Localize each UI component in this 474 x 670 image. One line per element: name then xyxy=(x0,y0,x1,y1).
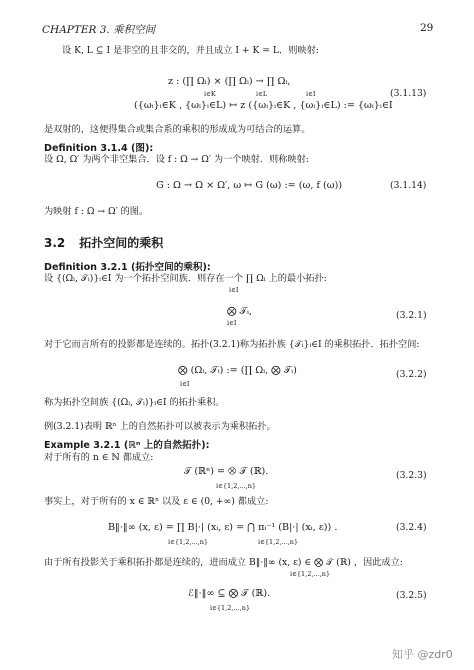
equation-number: (3.2.5) xyxy=(396,590,427,601)
paragraph-line: 对于它而言所有的投影都是连续的。拓扑(3.2.1)称为拓扑族 {𝒯ᵢ}ᵢ∈I 的乘积拓扑．拓扑空间: xyxy=(44,339,420,350)
equation-number: (3.2.2) xyxy=(396,369,427,380)
equation-3-1-13b: ({ωᵢ}ᵢ∈K , {ωᵢ}ᵢ∈L) ↦ z ({ωᵢ}ᵢ∈K , {ωᵢ}ᵢ∈L) := {ωᵢ}ᵢ∈I xyxy=(134,100,393,111)
paragraph-line: 由于所有投影关于乘积拓扑都是连续的，进而成立 B‖·‖∞ (x, ε) ∈ ⨂ 𝒯 (ℝ) ，因此成立: xyxy=(44,557,403,568)
eq-subscript: i∈K xyxy=(204,90,216,98)
eq-subscript: i∈I xyxy=(229,286,239,294)
equation-number: (3.1.14) xyxy=(390,180,427,191)
equation-3-1-13a: z : (∏ Ωᵢ) × (∏ Ωᵢ) → ∏ Ωᵢ, xyxy=(168,76,291,87)
eq-subscript: i∈L xyxy=(256,90,268,98)
section-heading xyxy=(44,234,163,251)
equation-3-2-1: ⨂ 𝒯ᵢ, xyxy=(227,306,252,317)
paragraph-line: 设 {(Ωᵢ, 𝒯ᵢ)}ᵢ∈I 为一个拓扑空间族．则存在一个 ∏ Ωᵢ 上的最小拓扑: xyxy=(44,273,327,284)
paragraph-line: 例(3.2.1)表明 ℝⁿ 上的自然拓扑可以被表示为乘积拓扑。 xyxy=(44,421,276,432)
paragraph-line: 设 K, L ⊆ I 是非空的且非交的，并且成立 I + K = L．则映射: xyxy=(62,45,319,56)
equation-number: (3.1.13) xyxy=(390,88,427,99)
eq-subscript: i∈I xyxy=(306,90,316,98)
eq-subscript: i∈I xyxy=(180,380,190,388)
section-number: 3.2 xyxy=(44,236,66,250)
running-header: CHAPTER 3. 乘积空间 xyxy=(42,24,156,36)
equation-3-1-14: G : Ω → Ω × Ω′, ω ↦ G (ω) := (ω, f (ω)) xyxy=(156,180,343,191)
example-heading: Example 3.2.1 (ℝⁿ 上的自然拓扑): xyxy=(44,440,210,451)
eq-subscript: i∈{1,2,...,n} xyxy=(290,570,331,578)
paragraph-line: 事实上，对于所有的 x ∈ ℝⁿ 以及 ε ∈ (0, +∞) 都成立: xyxy=(44,496,269,507)
equation-3-2-5: ℰ‖·‖∞ ⊆ ⨂ 𝒯 (ℝ). xyxy=(188,588,271,599)
paragraph-line: 对于所有的 n ∈ ℕ 都成立: xyxy=(44,452,154,463)
eq-subscript: i∈{1,2,...,n} xyxy=(168,538,209,546)
watermark: 知乎 @zdr0 xyxy=(392,648,453,661)
page-number: 29 xyxy=(420,22,434,34)
paragraph-line: 设 Ω, Ω′ 为两个非空集合．设 f : Ω → Ω′ 为一个映射．则称映射: xyxy=(44,154,309,165)
paragraph-line: 称为拓扑空间族 {(Ωᵢ, 𝒯ᵢ)}ᵢ∈I 的拓扑乘积。 xyxy=(44,397,225,408)
equation-3-2-2: ⨂ (Ωᵢ, 𝒯ᵢ) := (∏ Ωᵢ, ⨂ 𝒯ᵢ) xyxy=(178,365,297,376)
eq-subscript: i∈I xyxy=(227,319,237,327)
equation-3-2-3: 𝒯 (ℝⁿ) = ⨂ 𝒯 (ℝ). xyxy=(184,466,269,477)
equation-number: (3.2.3) xyxy=(396,470,427,481)
equation-number: (3.2.4) xyxy=(396,522,427,533)
eq-subscript: i∈{1,2,...,n} xyxy=(210,604,251,612)
equation-3-2-4: B‖·‖∞ (x, ε) = ∏ B|·| (xᵢ, ε) = ⋂ πᵢ⁻¹ (B|·| (xᵢ, ε)) . xyxy=(108,522,338,533)
equation-number: (3.2.1) xyxy=(396,310,427,321)
section-title: 拓扑空间的乘积 xyxy=(79,236,164,250)
paragraph-line: 为映射 f : Ω → Ω′ 的图。 xyxy=(44,206,149,217)
definition-heading: Definition 3.1.4 (图): xyxy=(44,143,154,154)
definition-heading: Definition 3.2.1 (拓扑空间的乘积): xyxy=(44,262,211,273)
eq-subscript: i∈{1,2,...,n} xyxy=(258,538,299,546)
paragraph-line: 是双射的，这便得集合或集合系的乘积的形成成为可结合的运算。 xyxy=(44,124,311,135)
eq-subscript: i∈{1,2,...,n} xyxy=(216,482,257,490)
